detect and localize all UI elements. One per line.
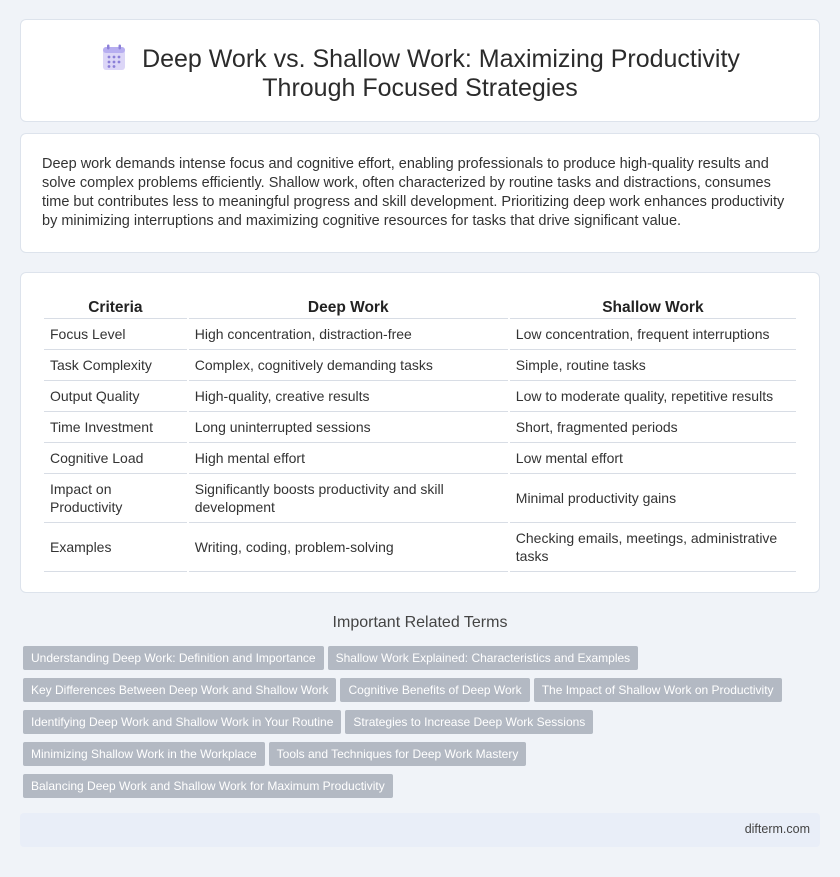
criteria-cell: Output Quality (44, 381, 187, 412)
comparison-card (20, 272, 820, 593)
footer-site-link[interactable]: difterm.com (744, 822, 810, 836)
related-term-tag[interactable]: Understanding Deep Work: Definition and Importance (23, 646, 324, 670)
related-term-tag[interactable]: Minimizing Shallow Work in the Workplace (23, 742, 265, 766)
related-terms-heading: Important Related Terms (332, 614, 508, 631)
related-term-tag[interactable]: Cognitive Benefits of Deep Work (340, 678, 529, 702)
page-title (21, 44, 819, 103)
deep-work-cell: Writing, coding, problem-solving (189, 523, 508, 572)
deep-work-cell: High-quality, creative results (189, 381, 508, 412)
table-row (44, 474, 796, 523)
criteria-cell: Time Investment (44, 412, 187, 443)
criteria-cell: Cognitive Load (44, 443, 187, 474)
intro-card (20, 133, 820, 253)
shallow-work-cell: Low to moderate quality, repetitive results (510, 381, 796, 412)
related-term-tag[interactable]: Balancing Deep Work and Shallow Work for Maximum Productivity (23, 774, 393, 798)
table-row (44, 319, 796, 350)
table-row (44, 523, 796, 572)
related-term-tag[interactable]: Tools and Techniques for Deep Work Mastery (269, 742, 527, 766)
related-term-tag[interactable]: Identifying Deep Work and Shallow Work in Your Routine (23, 710, 341, 734)
table-row (44, 381, 796, 412)
related-term-tag[interactable]: The Impact of Shallow Work on Productivity (534, 678, 782, 702)
comparison-table (42, 297, 798, 572)
criteria-cell: Examples (44, 523, 187, 572)
page-title-text: Deep Work vs. Shallow Work: Maximizing Productivity Through Focused Strategies (142, 45, 740, 102)
header-card (20, 19, 820, 122)
intro-paragraph: Deep work demands intense focus and cognitive effort, enabling professionals to produce high-quality results and solve complex problems efficiently. Shallow work, often characterized by routine tasks and distractions, consumes time but contributes less to meaningful progress and skill development. Prioritizing deep work enhances productivity by minimizing interruptions and maximizing cognitive resources for tasks that drive significant value. (42, 156, 785, 229)
related-terms-list (23, 646, 813, 806)
shallow-work-cell: Minimal productivity gains (510, 474, 796, 523)
shallow-work-cell: Low concentration, frequent interruptions (510, 319, 796, 350)
criteria-cell: Task Complexity (44, 350, 187, 381)
document-icon (100, 44, 128, 72)
deep-work-cell: Complex, cognitively demanding tasks (189, 350, 508, 381)
deep-work-cell: Long uninterrupted sessions (189, 412, 508, 443)
shallow-work-cell: Short, fragmented periods (510, 412, 796, 443)
shallow-work-cell: Simple, routine tasks (510, 350, 796, 381)
header-shallow-work: Shallow Work (510, 297, 796, 319)
table-row (44, 350, 796, 381)
criteria-cell: Impact on Productivity (44, 474, 187, 523)
deep-work-cell: Significantly boosts productivity and skill development (189, 474, 508, 523)
table-row (44, 443, 796, 474)
deep-work-cell: High concentration, distraction-free (189, 319, 508, 350)
shallow-work-cell: Low mental effort (510, 443, 796, 474)
criteria-cell: Focus Level (44, 319, 187, 350)
table-row (44, 412, 796, 443)
related-term-tag[interactable]: Shallow Work Explained: Characteristics and Examples (328, 646, 639, 670)
header-criteria: Criteria (44, 297, 187, 319)
footer (20, 813, 820, 847)
related-term-tag[interactable]: Key Differences Between Deep Work and Shallow Work (23, 678, 336, 702)
header-deep-work: Deep Work (189, 297, 508, 319)
shallow-work-cell: Checking emails, meetings, administrative tasks (510, 523, 796, 572)
related-term-tag[interactable]: Strategies to Increase Deep Work Sessions (345, 710, 593, 734)
deep-work-cell: High mental effort (189, 443, 508, 474)
table-header-row (44, 297, 796, 319)
